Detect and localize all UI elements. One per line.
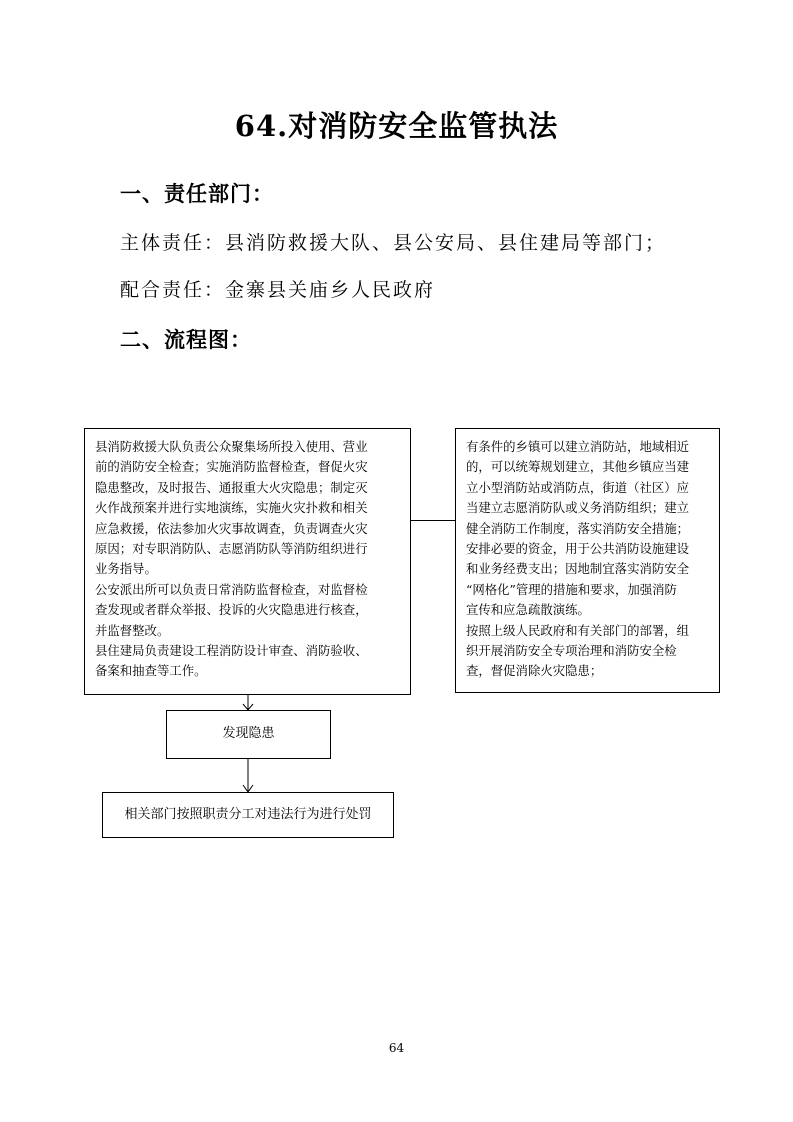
left-box-line: 县消防救援大队负责公众聚集场所投入使用、营业 (95, 439, 368, 454)
right-box-line: 查，督促消除火灾隐患； (466, 663, 603, 679)
right-box-line: 按照上级人民政府和有关部门的部署，组 (466, 622, 690, 638)
left-box-line: 查发现或者群众举报、投诉的火灾隐患进行核查， (95, 602, 368, 618)
flowchart-right-box (455, 428, 720, 693)
main-responsibility-text: 主体责任：县消防救援大队、县公安局、县住建局等部门； (120, 232, 667, 254)
page-number: 64 (388, 1041, 405, 1055)
left-box-line: 应急救援，依法参加火灾事故调查，负责调查火灾 (95, 520, 368, 536)
document-title: 64.对消防安全监管执法 (234, 109, 559, 143)
section-heading-responsible-departments: 一、责任部门： (120, 181, 274, 206)
left-box-line: 业务指导。 (95, 561, 157, 577)
right-box-line: 安排必要的资金，用于公共消防设施建设 (466, 541, 690, 557)
left-box-line: 县住建局负责建设工程消防设计审查、消防验收、 (95, 643, 368, 659)
box-connector-line (411, 520, 455, 521)
discover-hazard-label: 发现隐患 (222, 726, 275, 742)
flowchart-penalty-box (102, 792, 394, 838)
left-box-line: 隐患整改，及时报告、通报重大火灾隐患；制定灭 (95, 479, 368, 495)
arrow-down-icon (240, 759, 256, 793)
right-box-line: 和业务经费支出；因地制宜落实消防安全 (466, 561, 690, 577)
cooperating-responsibility-text: 配合责任：金寨县关庙乡人民政府 (120, 279, 436, 301)
left-box-line: 备案和抽查等工作。 (95, 663, 207, 679)
right-box-line: “网格化”管理的措施和要求，加强消防 (466, 581, 677, 597)
arrow-down-icon (240, 695, 256, 711)
flowchart-discover-hazard-box (166, 710, 331, 759)
right-box-line: 宣传和应急疏散演练。 (466, 602, 590, 618)
flowchart-left-box (84, 428, 411, 695)
left-box-line: 火作战预案并进行实地演练，实施火灾扑救和相关 (95, 500, 368, 516)
right-box-line: 立小型消防站或消防点，街道（社区）应 (466, 479, 690, 495)
penalty-label: 相关部门按照职责分工对违法行为进行处罚 (124, 806, 372, 822)
left-box-line: 原因；对专职消防队、志愿消防队等消防组织进行 (95, 541, 368, 557)
right-box-line: 织开展消防安全专项治理和消防安全检 (466, 643, 677, 659)
left-box-line: 公安派出所可以负责日常消防监督检查，对监督检 (95, 581, 368, 597)
section-heading-flowchart: 二、流程图： (120, 327, 252, 352)
right-box-line: 当建立志愿消防队或义务消防组织；建立 (466, 500, 690, 516)
right-box-line: 有条件的乡镇可以建立消防站，地域相近 (466, 439, 690, 454)
left-box-line: 前的消防安全检查；实施消防监督检查，督促火灾 (95, 459, 368, 475)
right-box-line: 的，可以统筹规划建立，其他乡镇应当建 (466, 459, 690, 475)
right-box-line: 健全消防工作制度，落实消防安全措施； (466, 520, 690, 536)
left-box-line: 并监督整改。 (95, 622, 170, 638)
